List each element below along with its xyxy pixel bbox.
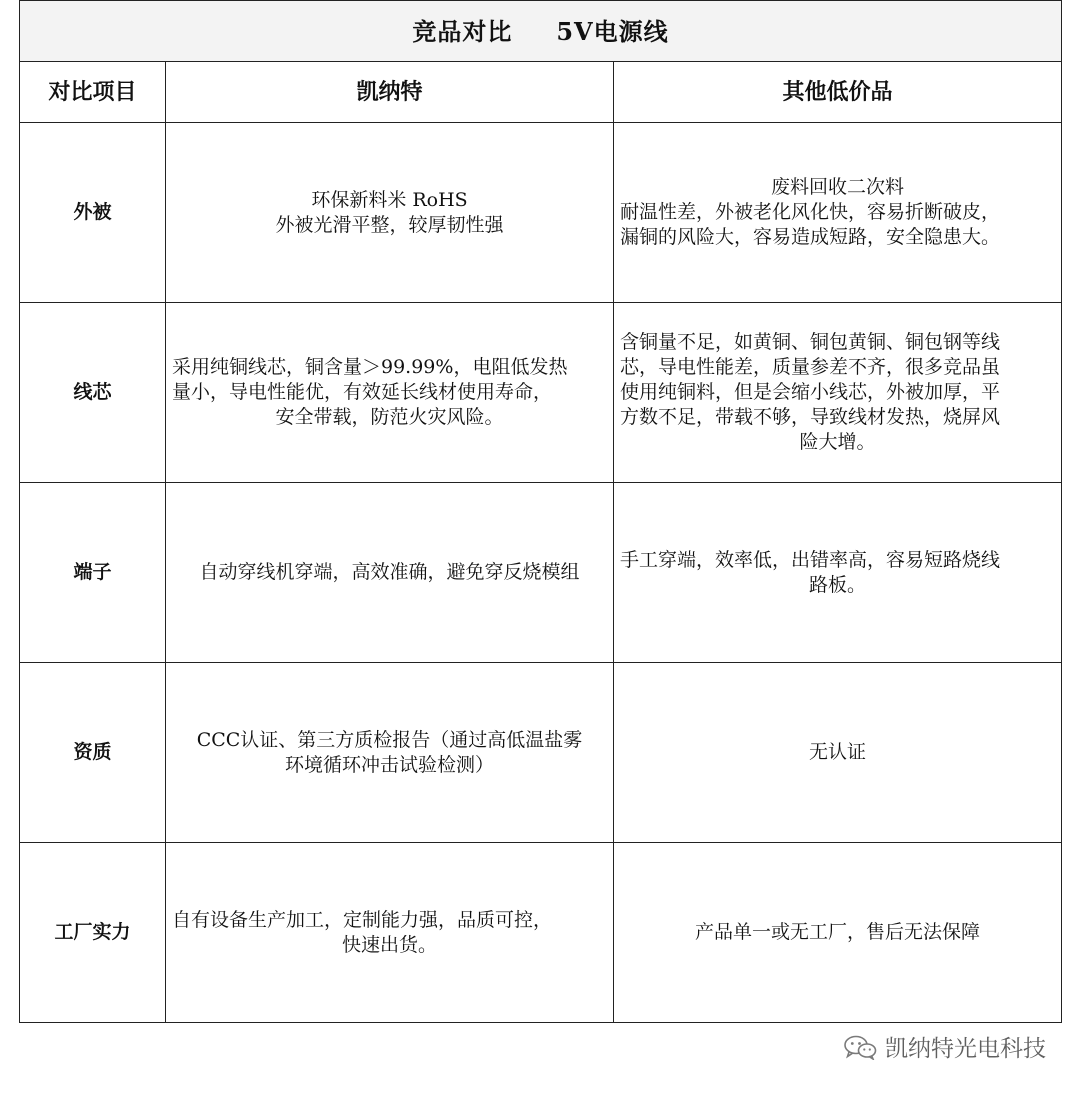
watermark: [843, 1030, 1046, 1063]
table-title-cell: [20, 1, 1062, 62]
cell-line: CCC认证、第三方质检报告（通过高低温盐雾: [196, 728, 583, 751]
table-row: [20, 663, 1062, 843]
comparison-table: [19, 0, 1062, 1023]
row-label: 资质: [20, 663, 166, 843]
cell-line: 采用纯铜线芯，铜含量＞99.99%，电阻低发热: [172, 356, 568, 378]
cell-line: 快速出货。: [341, 933, 437, 956]
cell-line: 无认证: [809, 741, 867, 763]
cell-line: 自有设备生产加工，定制能力强，品质可控，: [172, 908, 553, 931]
cell-line: 环境循环冲击试验检测）: [284, 753, 494, 776]
cell-line: 芯，导电性能差，质量参差不齐，很多竞品虽: [620, 356, 1001, 378]
cell-line: 漏铜的风险大，容易造成短路，安全隐患大。: [620, 226, 1001, 248]
others-cell: [614, 843, 1062, 1023]
row-label: 外被: [20, 123, 166, 303]
kainate-cell: [166, 123, 614, 303]
cell-line: 路板。: [809, 573, 867, 596]
header-row: [20, 62, 1062, 123]
table-row: [20, 843, 1062, 1023]
cell-line: 安全带载，防范火灾风险。: [275, 406, 504, 428]
table-row: [20, 303, 1062, 483]
cell-line: 险大增。: [799, 431, 876, 453]
cell-line: 产品单一或无工厂，售后无法保障: [695, 921, 981, 943]
cell-line: 量小，导电性能优，有效延长线材使用寿命，: [172, 381, 553, 403]
cell-line: 废料回收二次料: [771, 176, 905, 198]
cell-line: 手工穿端，效率低，出错率高，容易短路烧线: [620, 548, 1001, 571]
wechat-icon: [843, 1034, 877, 1060]
cell-line: 耐温性差，外被老化风化快，容易折断破皮，: [620, 201, 1001, 223]
others-cell: [614, 663, 1062, 843]
cell-line: 环保新料米 RoHS: [311, 188, 468, 211]
kainate-cell: [166, 663, 614, 843]
cell-line: 含铜量不足，如黄铜、铜包黄铜、铜包钢等线: [620, 331, 1001, 353]
table-row: [20, 123, 1062, 303]
cell-line: 使用纯铜料，但是会缩小线芯，外被加厚，平: [620, 381, 1001, 403]
header-item: 对比项目: [20, 62, 166, 123]
cell-line: 方数不足，带载不够，导致线材发热，烧屏风: [620, 406, 1001, 428]
kainate-cell: [166, 303, 614, 483]
row-label: 工厂实力: [20, 843, 166, 1023]
table-subtitle: 5V电源线: [556, 16, 669, 46]
others-cell: [614, 123, 1062, 303]
kainate-cell: [166, 843, 614, 1023]
row-label: 端子: [20, 483, 166, 663]
others-cell: [614, 483, 1062, 663]
others-cell: [614, 303, 1062, 483]
table-row: [20, 483, 1062, 663]
table-title: 竞品对比: [412, 16, 513, 46]
cell-line: 外被光滑平整，较厚韧性强: [275, 213, 504, 236]
cell-line: 自动穿线机穿端，高效准确，避免穿反烧模组: [199, 561, 580, 583]
kainate-cell: [166, 483, 614, 663]
title-row: [20, 1, 1062, 62]
header-others: 其他低价品: [614, 62, 1062, 123]
header-kainate: 凯纳特: [166, 62, 614, 123]
row-label: 线芯: [20, 303, 166, 483]
watermark-text: 凯纳特光电科技: [885, 1036, 1046, 1062]
